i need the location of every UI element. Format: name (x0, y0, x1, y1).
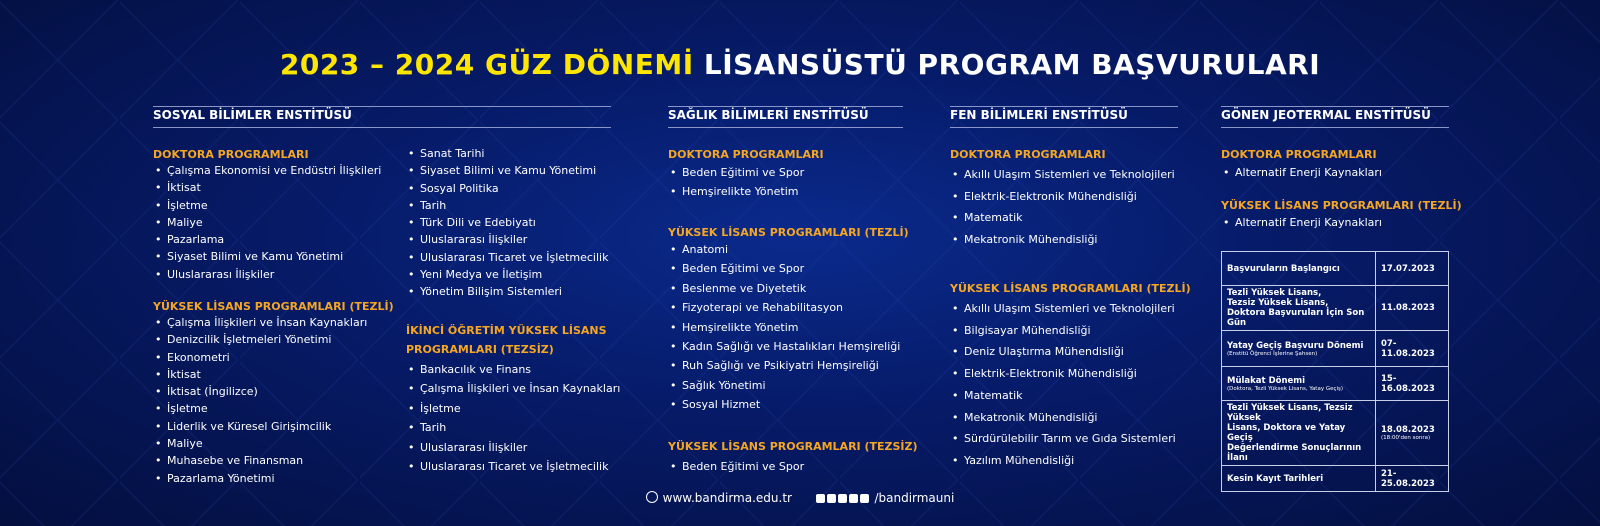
list-item: • Akıllı Ulaşım Sistemleri ve Teknolojileri (950, 298, 1176, 320)
list-item: • Elektrik-Elektronik Mühendisliği (950, 186, 1175, 208)
date-value: 11.08.2023 (1376, 286, 1449, 331)
list-item: • Uluslararası Ticaret ve İşletmecilik (406, 249, 608, 266)
facebook-icon[interactable] (827, 494, 836, 503)
date-label: Başvuruların Başlangıcı (1222, 252, 1376, 286)
sosyal-yl-list (153, 314, 367, 487)
date-label: Yatay Geçiş Başvuru Dönemi (Enstitü Öğrenci İşlerine Şahsen) (1222, 331, 1376, 367)
list-item: • Alternatif Enerji Kaynakları (1221, 214, 1382, 231)
list-item: • Yönetim Bilişim Sistemleri (406, 283, 608, 300)
youtube-icon[interactable] (849, 494, 858, 503)
fen-doktora-list (950, 164, 1175, 251)
list-item: • Maliye (153, 435, 367, 452)
list-item: • Çalışma Ekonomisi ve Endüstri İlişkileri (153, 162, 381, 179)
dates-row (1222, 252, 1449, 286)
sosyal-doktora-title: DOKTORA PROGRAMLARI (153, 148, 309, 161)
list-item: • Beslenme ve Diyetetik (668, 279, 900, 298)
fen-yl-title: YÜKSEK LİSANS PROGRAMLARI (TEZLİ) (950, 282, 1191, 295)
saglik-doktora-list (668, 163, 804, 202)
list-item: • İşletme (153, 400, 367, 417)
list-item: • Hemşirelikte Yönetim (668, 318, 900, 337)
fen-yl-list (950, 298, 1176, 472)
list-item: • Uluslararası İlişkiler (406, 231, 608, 248)
list-item: • Sürdürülebilir Tarım ve Gıda Sistemleri (950, 428, 1176, 450)
dates-row (1222, 401, 1449, 466)
sosyal-doktora-list-cont (406, 145, 608, 301)
globe-icon (646, 491, 658, 503)
list-item: • İşletme (153, 197, 381, 214)
page-title (0, 48, 1600, 81)
twitter-icon[interactable] (838, 494, 847, 503)
list-item: • İktisat (İngilizce) (153, 383, 367, 400)
date-label: Mülakat Dönemi (Doktora, Tezli Yüksek Lisans, Yatay Geçiş) (1222, 367, 1376, 401)
fen-doktora-title: DOKTORA PROGRAMLARI (950, 148, 1106, 161)
sosyal-io-title-1: İKİNCİ ÖĞRETİM YÜKSEK LİSANS (406, 324, 607, 337)
footer (0, 491, 1600, 505)
sosyal-heading: SOSYAL BİLİMLER ENSTİTÜSÜ (153, 108, 611, 128)
list-item: • İşletme (406, 399, 620, 418)
gonen-doktora-list (1221, 164, 1382, 181)
list-item: • Pazarlama Yönetimi (153, 470, 367, 487)
saglik-tezsiz-list (668, 457, 804, 476)
list-item: • Mekatronik Mühendisliği (950, 407, 1176, 429)
list-item: • Matematik (950, 385, 1176, 407)
title-term: 2023 – 2024 GÜZ DÖNEMİ (279, 48, 694, 81)
list-item: • Türk Dili ve Edebiyatı (406, 214, 608, 231)
date-label-note: (Enstitü Öğrenci İşlerine Şahsen) (1227, 350, 1318, 357)
list-item: • Akıllı Ulaşım Sistemleri ve Teknolojileri (950, 164, 1175, 186)
list-item: • Pazarlama (153, 231, 381, 248)
list-item: • Bankacılık ve Finans (406, 360, 620, 379)
list-item: • Çalışma İlişkileri ve İnsan Kaynakları (406, 379, 620, 398)
list-item: • Hemşirelikte Yönetim (668, 182, 804, 201)
sosyal-io-list (406, 360, 620, 476)
list-item: • Beden Eğitimi ve Spor (668, 259, 900, 278)
gonen-heading: GÖNEN JEOTERMAL ENSTİTÜSÜ (1221, 108, 1449, 128)
list-item: • Uluslararası İlişkiler (406, 438, 620, 457)
title-main: LİSANSÜSTÜ PROGRAM BAŞVURULARI (703, 48, 1321, 81)
list-item: • Liderlik ve Küresel Girişimcilik (153, 418, 367, 435)
list-item: • Beden Eğitimi ve Spor (668, 457, 804, 476)
list-item: • Siyaset Bilimi ve Kamu Yönetimi (406, 162, 608, 179)
list-item: • Çalışma İlişkileri ve İnsan Kaynakları (153, 314, 367, 331)
gonen-yl-list (1221, 214, 1382, 231)
list-item: • Mekatronik Mühendisliği (950, 229, 1175, 251)
list-item: • Ruh Sağlığı ve Psikiyatri Hemşireliği (668, 356, 900, 375)
sosyal-doktora-list (153, 162, 381, 283)
list-item: • Uluslararası İlişkiler (153, 266, 381, 283)
date-value: 15-16.08.2023 (1376, 367, 1449, 401)
saglik-yl-list (668, 240, 900, 415)
flickr-icon[interactable] (860, 494, 869, 503)
saglik-heading: SAĞLIK BİLİMLERİ ENSTİTÜSÜ (668, 108, 903, 128)
list-item: • Sosyal Hizmet (668, 395, 900, 414)
list-item: • Bilgisayar Mühendisliği (950, 320, 1176, 342)
saglik-yl-title: YÜKSEK LİSANS PROGRAMLARI (TEZLİ) (668, 226, 909, 239)
date-value: 07-11.08.2023 (1376, 331, 1449, 367)
list-item: • Sosyal Politika (406, 180, 608, 197)
sosyal-yl-title: YÜKSEK LİSANS PROGRAMLARI (TEZLİ) (153, 300, 394, 313)
dates-row (1222, 466, 1449, 492)
list-item: • İktisat (153, 366, 367, 383)
list-item: • Deniz Ulaştırma Mühendisliği (950, 341, 1176, 363)
list-item: • Sanat Tarihi (406, 145, 608, 162)
gonen-yl-title: YÜKSEK LİSANS PROGRAMLARI (TEZLİ) (1221, 199, 1462, 212)
dates-row (1222, 331, 1449, 367)
instagram-icon[interactable] (816, 494, 825, 503)
gonen-doktora-title: DOKTORA PROGRAMLARI (1221, 148, 1377, 161)
list-item: • Maliye (153, 214, 381, 231)
list-item: • Beden Eğitimi ve Spor (668, 163, 804, 182)
sosyal-io-title-2: PROGRAMLARI (TEZSİZ) (406, 343, 554, 356)
list-item: • Alternatif Enerji Kaynakları (1221, 164, 1382, 181)
date-value: 21-25.08.2023 (1376, 466, 1449, 492)
list-item: • Tarih (406, 418, 620, 437)
list-item: • Yazılım Mühendisliği (950, 450, 1176, 472)
list-item: • Anatomi (668, 240, 900, 259)
list-item: • Uluslararası Ticaret ve İşletmecilik (406, 457, 620, 476)
date-value: 18.08.2023 (18:00'den sonra) (1376, 401, 1449, 466)
list-item: • Muhasebe ve Finansman (153, 452, 367, 469)
list-item: • Matematik (950, 207, 1175, 229)
saglik-tezsiz-title: YÜKSEK LİSANS PROGRAMLARI (TEZSİZ) (668, 440, 918, 453)
list-item: • Ekonometri (153, 349, 367, 366)
list-item: • Elektrik-Elektronik Mühendisliği (950, 363, 1176, 385)
list-item: • Yeni Medya ve İletişim (406, 266, 608, 283)
date-label-note: (Doktora, Tezli Yüksek Lisans, Yatay Geçiş) (1227, 385, 1344, 392)
list-item: • Sağlık Yönetimi (668, 376, 900, 395)
website-link[interactable]: www.bandirma.edu.tr (662, 491, 792, 505)
list-item: • Denizcilik İşletmeleri Yönetimi (153, 331, 367, 348)
dates-row (1222, 367, 1449, 401)
social-handle: /bandirmauni (874, 491, 955, 505)
list-item: • Fizyoterapi ve Rehabilitasyon (668, 298, 900, 317)
list-item: • Siyaset Bilimi ve Kamu Yönetimi (153, 248, 381, 265)
date-value-note: (18:00'den sonra) (1381, 435, 1431, 441)
date-label: Tezli Yüksek Lisans, Tezsiz Yüksek Lisans, Doktora Başvuruları İçin Son Gün (1222, 286, 1376, 331)
date-value: 17.07.2023 (1376, 252, 1449, 286)
date-label: Tezli Yüksek Lisans, Tezsiz Yüksek Lisans, Doktora ve Yatay Geçiş Değerlendirme Sonuçlarının İlanı (1222, 401, 1376, 466)
dates-table (1221, 251, 1449, 492)
saglik-doktora-title: DOKTORA PROGRAMLARI (668, 148, 824, 161)
date-label: Kesin Kayıt Tarihleri (1222, 466, 1376, 492)
fen-heading: FEN BİLİMLERİ ENSTİTÜSÜ (950, 108, 1178, 128)
list-item: • Tarih (406, 197, 608, 214)
list-item: • İktisat (153, 179, 381, 196)
dates-row (1222, 286, 1449, 331)
list-item: • Kadın Sağlığı ve Hastalıkları Hemşireliği (668, 337, 900, 356)
